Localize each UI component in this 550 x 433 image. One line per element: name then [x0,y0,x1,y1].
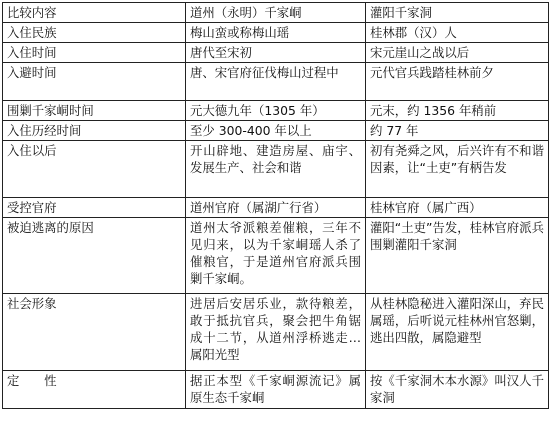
row-label: 入住以后 [3,141,186,198]
row-label: 入住民族 [3,23,186,43]
row-label: 被迫逃离的原因 [3,218,186,294]
table-row [3,294,549,371]
table-cell: 开山辟地、建造房屋、庙宇、发展生产、社会和谐 [186,141,366,198]
row-label: 定 性 [3,371,186,409]
table-cell: 按《千家洞木本水源》叫汉人千家洞 [366,371,549,409]
row-label: 受控官府 [3,198,186,218]
table-cell: 元代官兵践踏桂林前夕 [366,63,549,101]
header-cell: 比较内容 [3,3,186,23]
table-cell: 唐代至宋初 [186,43,366,63]
table-cell: 进居后安居乐业，款待粮差，敢于抵抗官兵，聚会把牛角锯成十二节，从道州浮桥逃走…属阳光型 [186,294,366,371]
table-row [3,101,549,121]
table-cell: 灌阳“土吏”告发，桂林官府派兵围剿灌阳千家洞 [366,218,549,294]
table-cell: 梅山蛮或称梅山瑶 [186,23,366,43]
table-row [3,23,549,43]
table-cell: 道州太爷派粮差催粮，三年不见归来，以为千家峒瑶人杀了催粮官，于是道州官府派兵围剿千家峒。 [186,218,366,294]
table-cell: 元末，约 1356 年稍前 [366,101,549,121]
table-row [3,198,549,218]
row-label: 入避时间 [3,63,186,101]
row-label: 围剿千家峒时间 [3,101,186,121]
table-cell: 初有尧舜之风，后兴许有不和谐因素，让“土吏”有柄告发 [366,141,549,198]
table-row [3,218,549,294]
table-cell: 唐、宋官府征伐梅山过程中 [186,63,366,101]
comparison-table [2,2,549,409]
table-cell: 桂林郡（汉）人 [366,23,549,43]
row-label: 入住时间 [3,43,186,63]
table-row [3,63,549,101]
table-cell: 据正本型《千家峒源流记》属原生态千家峒 [186,371,366,409]
table-header-row [3,3,549,23]
table-row [3,371,549,409]
table-cell: 道州官府（属湖广行省） [186,198,366,218]
row-label: 入住历经时间 [3,121,186,141]
row-label: 社会形象 [3,294,186,371]
table-cell: 约 77 年 [366,121,549,141]
table-row [3,121,549,141]
table-cell: 桂林官府（属广西） [366,198,549,218]
table-row [3,43,549,63]
table-cell: 宋元崖山之战以后 [366,43,549,63]
table-row [3,141,549,198]
table-cell: 从桂林隐秘进入灌阳深山，弃民属瑶，后听说元桂林州官怒剿，逃出四散，属隐避型 [366,294,549,371]
table-cell: 至少 300-400 年以上 [186,121,366,141]
header-cell: 灌阳千家洞 [366,3,549,23]
table-cell: 元大德九年（1305 年） [186,101,366,121]
header-cell: 道州（永明）千家峒 [186,3,366,23]
